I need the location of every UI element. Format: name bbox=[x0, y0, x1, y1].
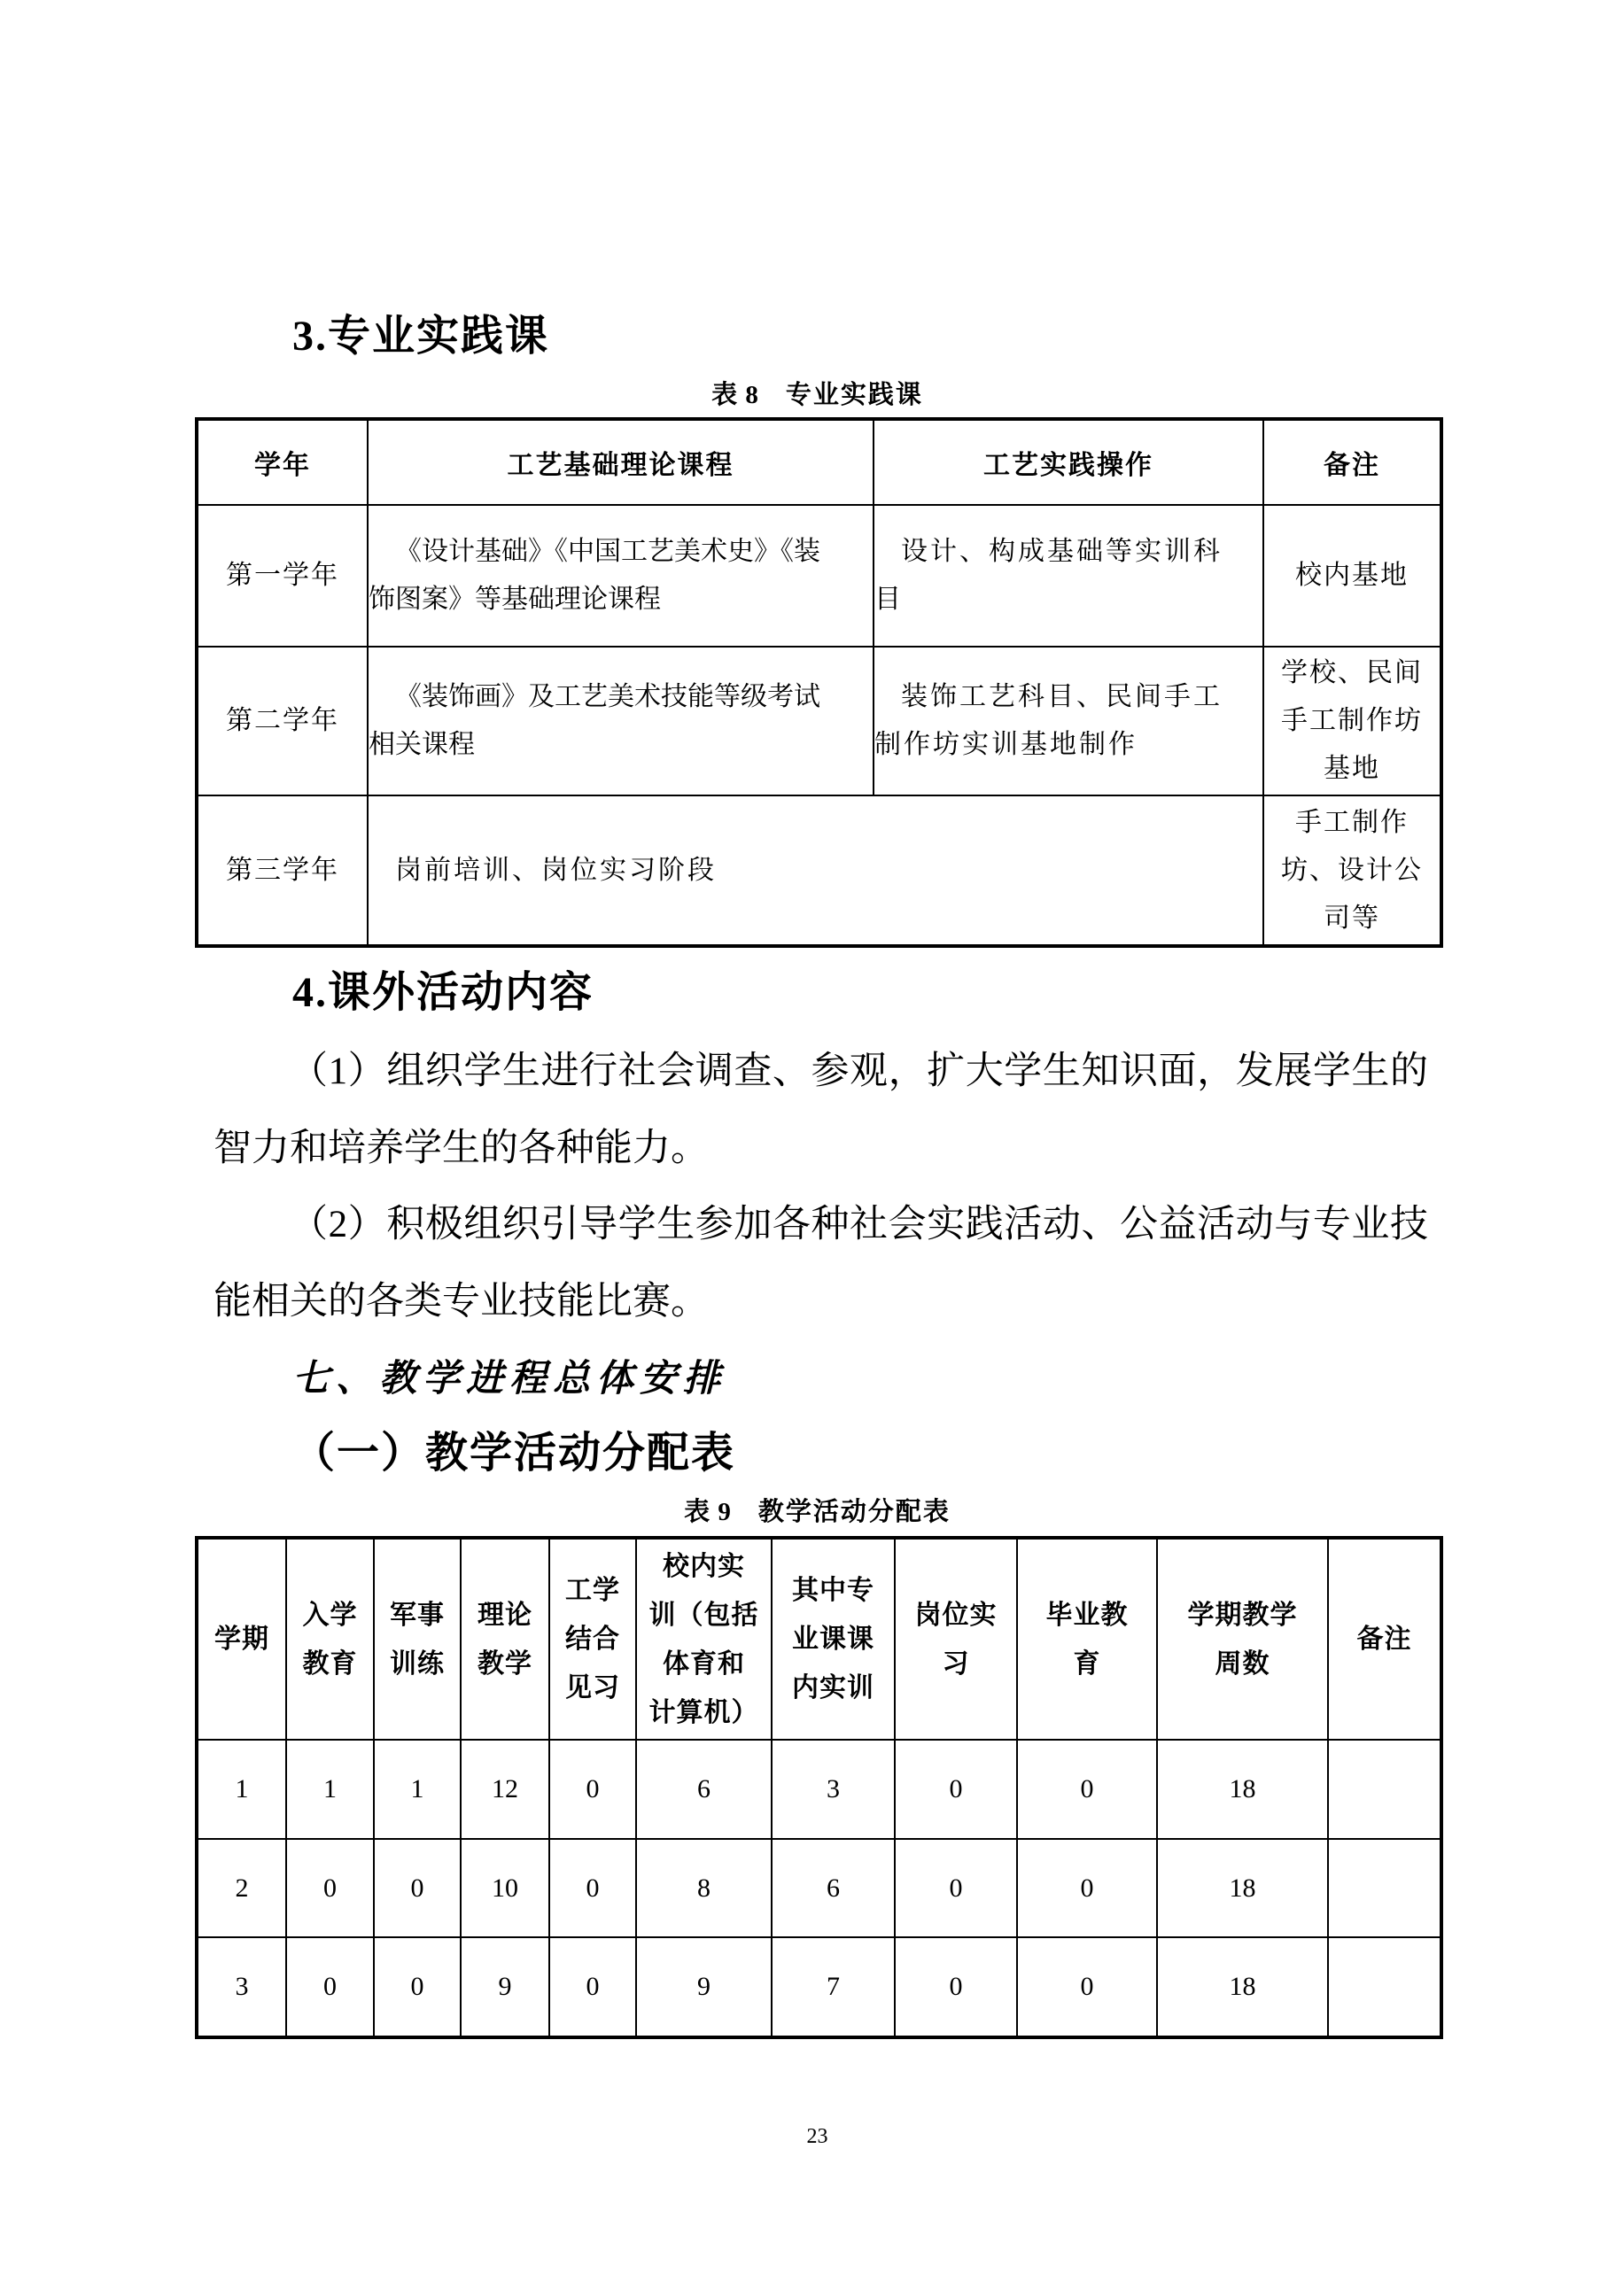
cell-admission-education: 1 bbox=[286, 1740, 374, 1839]
header-notes bbox=[1328, 1538, 1441, 1740]
cell-notes bbox=[1328, 1740, 1441, 1839]
cell-line: 岗前培训、岗位实习阶段 bbox=[395, 855, 717, 885]
cell-line: 基地 bbox=[1324, 754, 1380, 783]
cell-military-training: 0 bbox=[374, 1937, 461, 2037]
cell-line: 装饰工艺科目、民间手工 bbox=[901, 682, 1223, 711]
cell-major-course-training: 6 bbox=[772, 1839, 895, 1937]
cell-admission-education: 0 bbox=[286, 1839, 374, 1937]
paragraph-line: （2）积极组织引导学生参加各种社会实践活动、公益活动与专业技 bbox=[290, 1204, 1428, 1246]
table-caption bbox=[195, 1494, 1440, 1530]
header-year: 学年 bbox=[197, 419, 368, 505]
cell-practice-operations bbox=[874, 647, 1263, 795]
cell-post-internship: 0 bbox=[895, 1839, 1017, 1937]
page-number: 23 bbox=[806, 2125, 828, 2148]
header-theory-courses: 工艺基础理论课程 bbox=[368, 419, 874, 505]
header-line: 理论 bbox=[478, 1600, 532, 1630]
header-line: 习 bbox=[942, 1648, 970, 1679]
cell-teaching-weeks: 18 bbox=[1157, 1937, 1328, 2037]
paragraph bbox=[214, 1187, 1428, 1340]
table-row bbox=[197, 1740, 1441, 1839]
cell-graduation-education: 0 bbox=[1017, 1937, 1157, 2037]
cell-major-course-training: 3 bbox=[772, 1740, 895, 1839]
header-line: 校内实 bbox=[663, 1551, 745, 1581]
header-practice-operations: 工艺实践操作 bbox=[874, 419, 1263, 505]
header-line: 育 bbox=[1073, 1648, 1101, 1679]
cell-line: 《设计基础》《中国工艺美术史》《装 bbox=[395, 537, 820, 566]
header-theory-teaching bbox=[461, 1538, 549, 1740]
table-header-row bbox=[197, 1538, 1441, 1740]
header-line: 岗位实 bbox=[914, 1600, 998, 1630]
cell-line: 手工制作坊 bbox=[1281, 706, 1423, 735]
header-notes: 备注 bbox=[1263, 419, 1441, 505]
header-line: 工学 bbox=[565, 1576, 620, 1605]
cell-work-study-internship: 0 bbox=[549, 1937, 636, 2037]
header-line: 学期教学 bbox=[1187, 1600, 1298, 1630]
cell-year: 第二学年 bbox=[197, 647, 368, 795]
caption-label: 表 9 bbox=[684, 1498, 732, 1526]
header-line: 业课课 bbox=[792, 1625, 874, 1654]
cell-on-campus-training: 6 bbox=[636, 1740, 772, 1839]
cell-notes bbox=[1263, 505, 1441, 647]
header-line: 训（包括 bbox=[648, 1600, 759, 1630]
cell-theory-teaching: 12 bbox=[461, 1740, 549, 1839]
cell-line: 饰图案》等基础理论课程 bbox=[369, 585, 661, 614]
subsection-heading-activity-allocation: （一）教学活动分配表 bbox=[292, 1430, 736, 1477]
cell-theory-teaching: 10 bbox=[461, 1839, 549, 1937]
caption-title: 教学活动分配表 bbox=[757, 1498, 951, 1526]
cell-year: 第三学年 bbox=[197, 795, 368, 946]
cell-military-training: 0 bbox=[374, 1839, 461, 1937]
paragraph-line: 能相关的各类专业技能比赛。 bbox=[214, 1280, 709, 1323]
header-term bbox=[197, 1538, 286, 1740]
header-line: 计算机） bbox=[648, 1697, 759, 1727]
header-admission-education bbox=[286, 1538, 374, 1740]
cell-line: 学校、民间 bbox=[1281, 658, 1423, 687]
header-line: 毕业教 bbox=[1045, 1600, 1129, 1630]
cell-line: 《装饰画》及工艺美术技能等级考试 bbox=[395, 682, 820, 711]
cell-line: 设计、构成基础等实训科 bbox=[901, 537, 1223, 566]
header-line: 周数 bbox=[1215, 1648, 1270, 1679]
cell-line: 坊、设计公 bbox=[1281, 855, 1423, 885]
activity-allocation-table bbox=[195, 1536, 1443, 2039]
cell-major-course-training: 7 bbox=[772, 1937, 895, 2037]
cell-teaching-weeks: 18 bbox=[1157, 1740, 1328, 1839]
header-line: 教育 bbox=[302, 1648, 358, 1679]
practice-course-table bbox=[195, 417, 1443, 948]
cell-teaching-weeks: 18 bbox=[1157, 1839, 1328, 1937]
header-major-course-training bbox=[772, 1538, 895, 1740]
cell-notes bbox=[1263, 795, 1441, 946]
header-line: 内实训 bbox=[792, 1673, 874, 1703]
cell-post-internship: 0 bbox=[895, 1740, 1017, 1839]
cell-theory-courses bbox=[368, 647, 874, 795]
cell-term: 1 bbox=[197, 1740, 286, 1839]
cell-line: 制作坊实训基地制作 bbox=[874, 730, 1138, 759]
table-row bbox=[197, 795, 1441, 946]
cell-line: 相关课程 bbox=[369, 730, 475, 759]
header-line: 见习 bbox=[565, 1673, 620, 1703]
chapter-heading-teaching-schedule: 七、教学进程总体安排 bbox=[292, 1359, 727, 1400]
table-header-row bbox=[197, 419, 1441, 505]
header-line: 学期 bbox=[214, 1625, 269, 1654]
cell-year: 第一学年 bbox=[197, 505, 368, 647]
cell-work-study-internship: 0 bbox=[549, 1839, 636, 1937]
header-line: 教学 bbox=[478, 1648, 532, 1679]
header-work-study-internship bbox=[549, 1538, 636, 1740]
cell-notes bbox=[1328, 1839, 1441, 1937]
cell-on-campus-training: 9 bbox=[636, 1937, 772, 2037]
header-line: 体育和 bbox=[663, 1648, 745, 1679]
header-line: 训练 bbox=[390, 1648, 445, 1679]
cell-work-study-internship: 0 bbox=[549, 1740, 636, 1839]
caption-title: 专业实践课 bbox=[785, 381, 923, 409]
cell-graduation-education: 0 bbox=[1017, 1839, 1157, 1937]
cell-line: 手工制作 bbox=[1295, 807, 1409, 837]
cell-notes bbox=[1263, 647, 1441, 795]
table-row bbox=[197, 505, 1441, 647]
section-heading-extracurricular: 4.课外活动内容 bbox=[292, 969, 594, 1016]
header-line: 结合 bbox=[565, 1625, 620, 1654]
cell-line: 目 bbox=[874, 585, 904, 614]
section-heading-practice-courses: 3.专业实践课 bbox=[292, 313, 550, 360]
paragraph-line: 智力和培养学生的各种能力。 bbox=[214, 1127, 709, 1169]
cell-term: 2 bbox=[197, 1839, 286, 1937]
cell-theory-courses bbox=[368, 505, 874, 647]
header-on-campus-training bbox=[636, 1538, 772, 1740]
header-line: 备注 bbox=[1356, 1625, 1412, 1654]
cell-line: 司等 bbox=[1324, 903, 1380, 933]
paragraph-line: （1）组织学生进行社会调查、参观，扩大学生知识面，发展学生的 bbox=[290, 1051, 1428, 1092]
cell-theory-teaching: 9 bbox=[461, 1937, 549, 2037]
table-row bbox=[197, 1937, 1441, 2037]
cell-practice-operations bbox=[874, 505, 1263, 647]
header-line: 入学 bbox=[302, 1600, 358, 1630]
header-teaching-weeks bbox=[1157, 1538, 1328, 1740]
header-graduation-education bbox=[1017, 1538, 1157, 1740]
table-row bbox=[197, 1839, 1441, 1937]
header-line: 军事 bbox=[390, 1600, 445, 1630]
table-caption bbox=[195, 377, 1440, 413]
caption-label: 表 8 bbox=[711, 381, 759, 409]
cell-on-campus-training: 8 bbox=[636, 1839, 772, 1937]
cell-admission-education: 0 bbox=[286, 1937, 374, 2037]
cell-post-internship: 0 bbox=[895, 1937, 1017, 2037]
table-row bbox=[197, 647, 1441, 795]
cell-notes bbox=[1328, 1937, 1441, 2037]
extracurricular-paragraphs bbox=[214, 1034, 1428, 1340]
cell-line: 校内基地 bbox=[1295, 561, 1409, 590]
cell-term: 3 bbox=[197, 1937, 286, 2037]
header-line: 其中专 bbox=[792, 1576, 874, 1605]
cell-graduation-education: 0 bbox=[1017, 1740, 1157, 1839]
header-military-training bbox=[374, 1538, 461, 1740]
header-post-internship bbox=[895, 1538, 1017, 1740]
cell-military-training: 1 bbox=[374, 1740, 461, 1839]
paragraph bbox=[214, 1034, 1428, 1187]
cell-combined-arrangement bbox=[368, 795, 1263, 946]
